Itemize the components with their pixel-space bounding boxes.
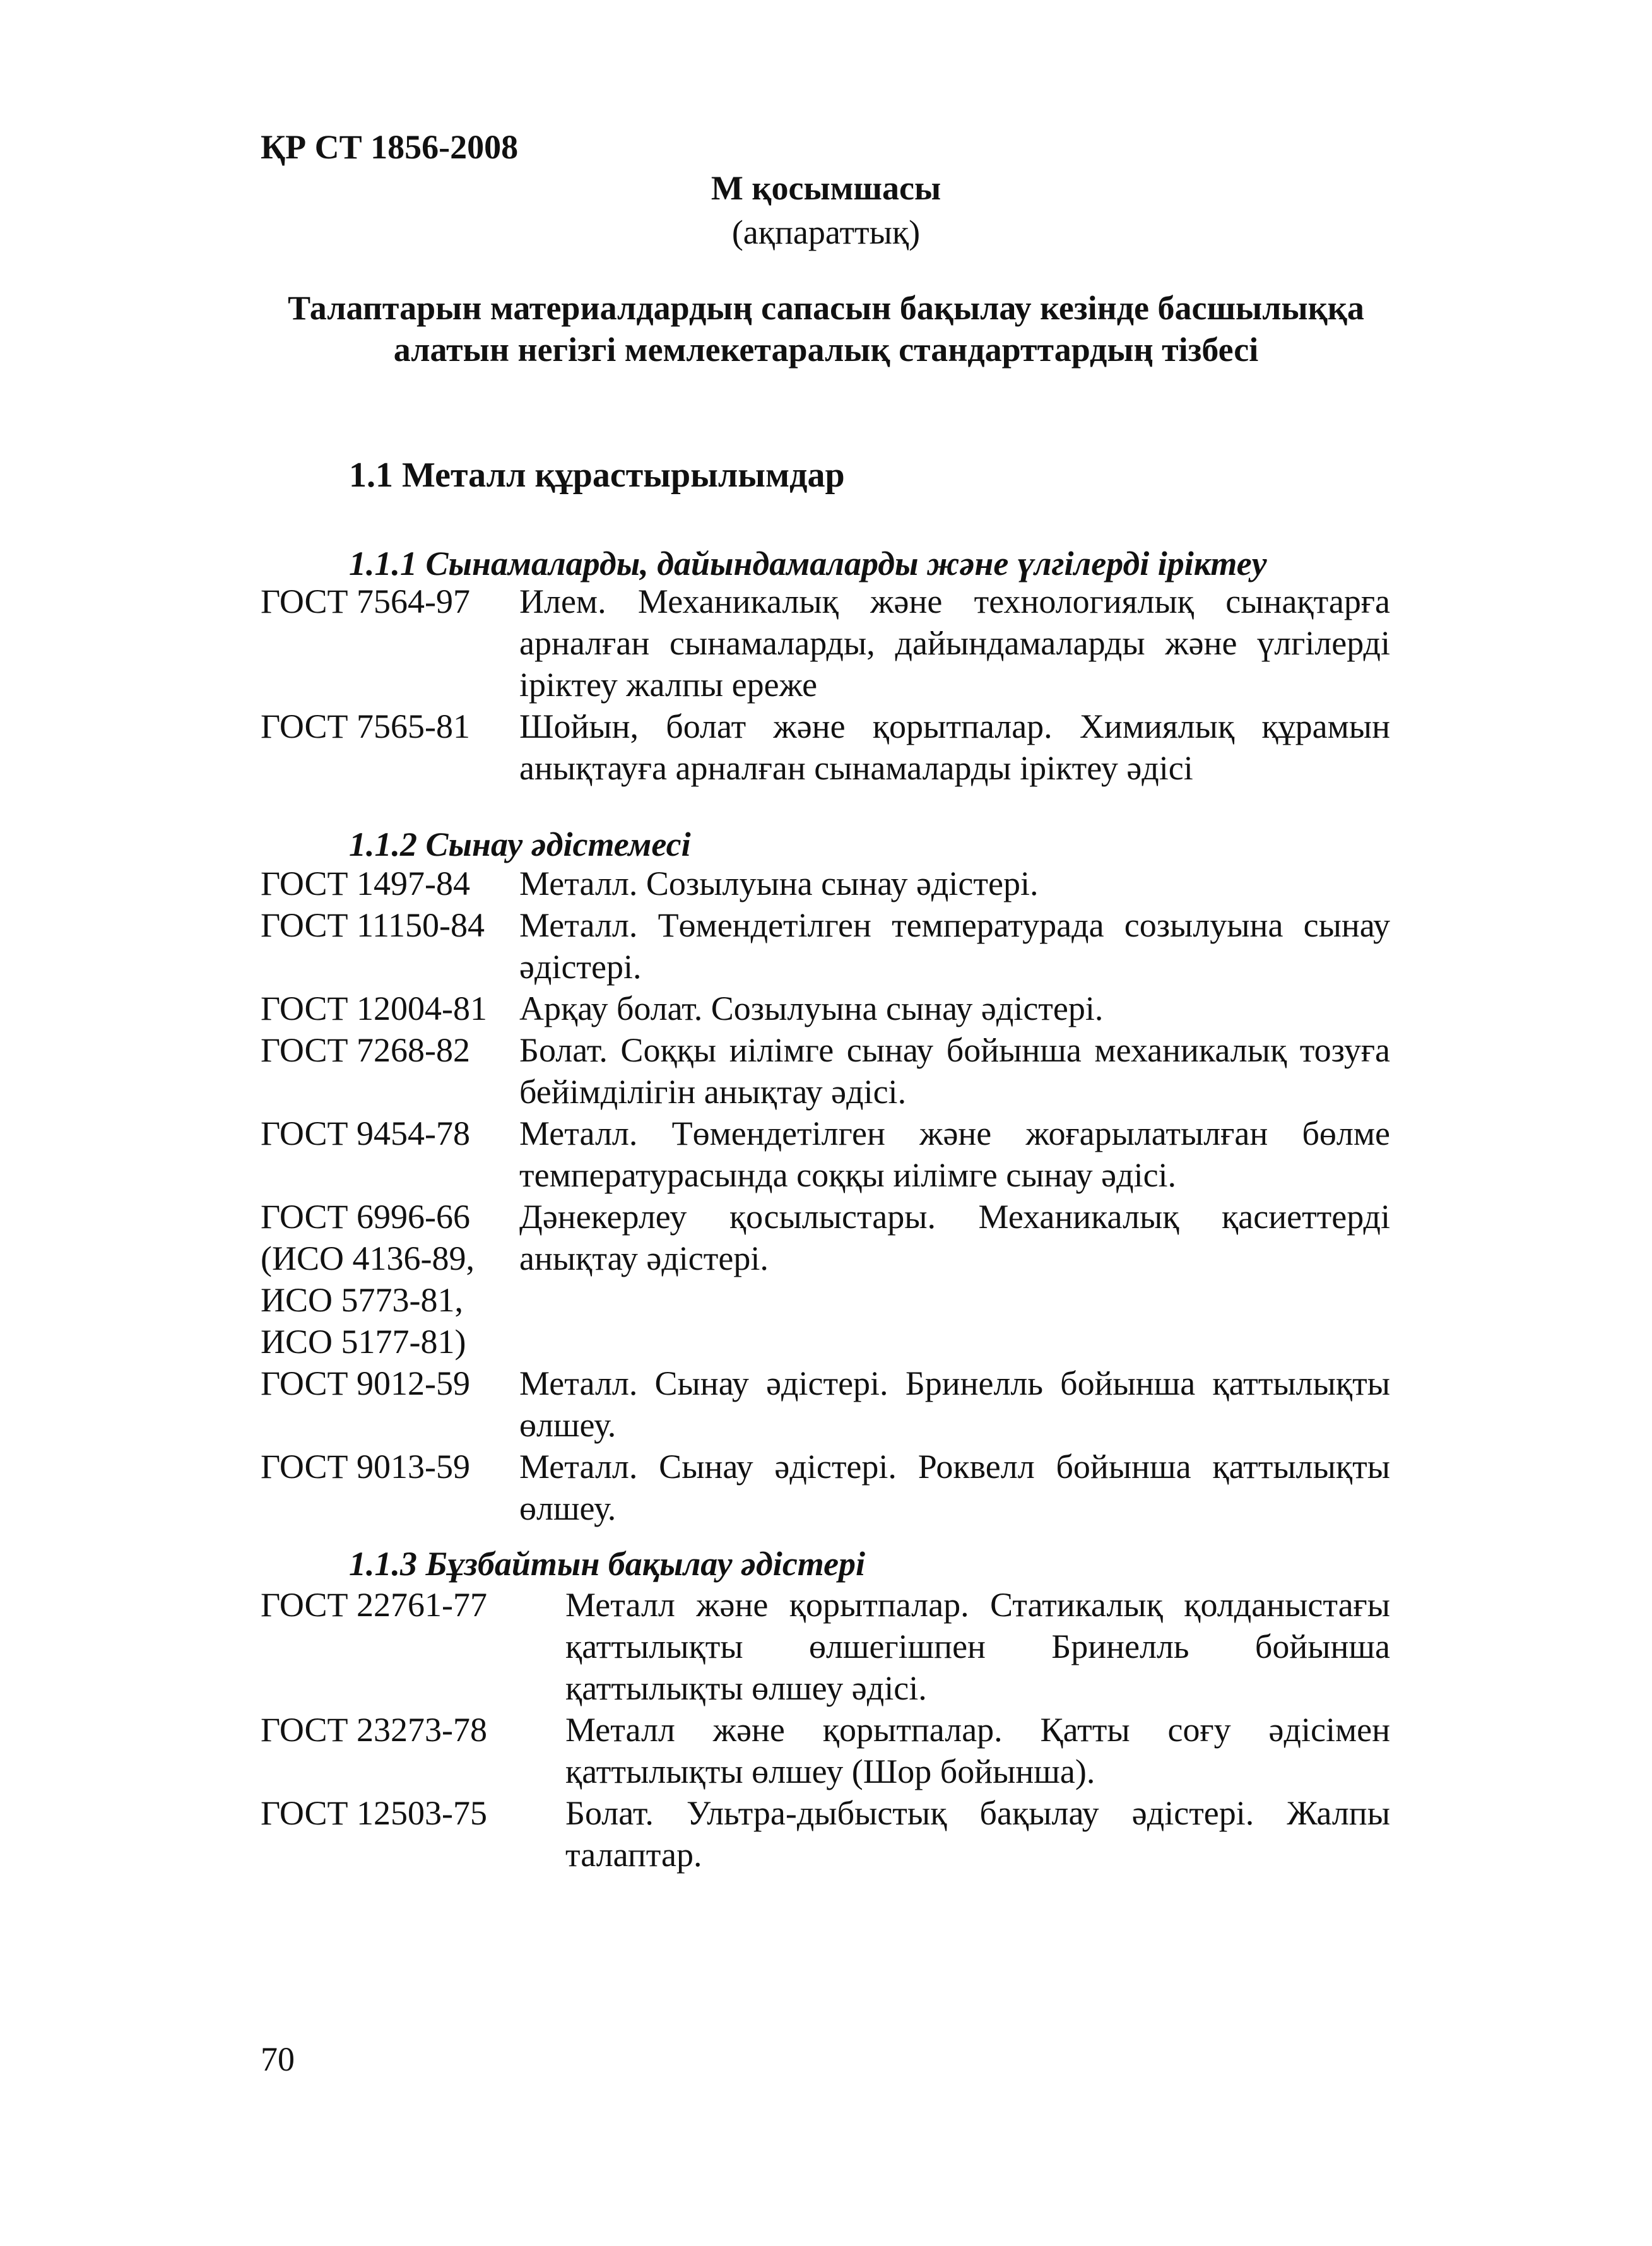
standard-code: ГОСТ 22761-77 — [261, 1586, 488, 1624]
standard-code: ГОСТ 12503-75 — [261, 1794, 488, 1832]
list-item — [261, 1196, 1390, 1362]
main-title — [0, 287, 1652, 370]
standard-code: ГОСТ 9013-59 — [261, 1448, 471, 1486]
standard-code: ГОСТ 6996-66 (ИСО 4136-89, ИСО 5773-81, ИСО 5177-81) — [261, 1198, 475, 1361]
subsection-heading-1-1-3: 1.1.3 Бұзбайтын бақылау әдістері — [349, 1545, 866, 1583]
standard-code: ГОСТ 7268-82 — [261, 1031, 471, 1069]
list-item — [261, 1584, 1390, 1709]
standard-code: ГОСТ 12004-81 — [261, 990, 488, 1027]
standard-description: Металл. Созылуына сынау әдістері. — [519, 865, 1039, 902]
list-item — [261, 1362, 1390, 1446]
list-item — [261, 863, 1390, 904]
standard-description: Металл және қорытпалар. Қатты соғу әдісімен қаттылықты өлшеу (Шор бойынша). — [565, 1711, 1390, 1790]
main-title-line-1: Талаптарын материалдардың сапасын бақылау кезінде басшылыққа — [288, 289, 1364, 327]
standard-code: ГОСТ 1497-84 — [261, 865, 471, 902]
list-item — [261, 1446, 1390, 1529]
standard-description: Металл. Төмендетілген және жоғарылатылған бөлме температурасында соққы иілімге сынау әдісі. — [519, 1114, 1390, 1194]
annex-subtitle: (ақпараттық) — [731, 213, 921, 251]
list-item — [261, 988, 1390, 1029]
standard-description: Металл және қорытпалар. Статикалық қолданыстағы қаттылықты өлшегішпен Бринелль бойынша қаттылықты өлшеу әдісі. — [565, 1586, 1390, 1707]
standard-description: Болат. Соққы иілімге сынау бойынша механикалық тозуға бейімділігін анықтау әдісі. — [519, 1031, 1390, 1111]
standard-code: ГОСТ 9012-59 — [261, 1364, 471, 1402]
standards-list-1-1-2 — [261, 863, 1390, 1529]
list-item — [261, 706, 1390, 789]
list-item — [261, 1792, 1390, 1876]
section-heading: 1.1 Металл құрастырылымдар — [349, 456, 845, 495]
subsection-heading-1-1-1: 1.1.1 Сынамаларды, дайындамаларды және үлгілерді іріктеу — [349, 545, 1267, 582]
list-item — [261, 1113, 1390, 1196]
document-code: ҚР СТ 1856-2008 — [261, 128, 519, 166]
subsection-heading-1-1-2: 1.1.2 Сынау әдістемесі — [349, 825, 691, 863]
list-item — [261, 1029, 1390, 1113]
standard-code: ГОСТ 11150-84 — [261, 906, 485, 944]
standard-code: ГОСТ 7565-81 — [261, 707, 471, 745]
standard-description: Шойын, болат және қорытпалар. Химиялық құрамын анықтауға арналған сынамаларды іріктеу әдісі — [519, 707, 1390, 787]
standard-description: Металл. Сынау әдістері. Бринелль бойынша қаттылықты өлшеу. — [519, 1364, 1390, 1444]
standard-code: ГОСТ 23273-78 — [261, 1711, 488, 1749]
page-number: 70 — [261, 2040, 295, 2078]
list-item — [261, 904, 1390, 988]
annex-title: М қосымшасы — [711, 169, 941, 207]
standards-list-1-1-1 — [261, 581, 1390, 789]
standard-description: Металл. Төмендетілген температурада созылуына сынау әдістері. — [519, 906, 1390, 986]
list-item — [261, 1709, 1390, 1792]
standard-description: Дәнекерлеу қосылыстары. Механикалық қасиеттерді анықтау әдістері. — [519, 1198, 1390, 1277]
standard-code: ГОСТ 7564-97 — [261, 582, 471, 620]
main-title-line-2: алатын негізгі мемлекетаралық стандарттардың тізбесі — [393, 331, 1259, 369]
standard-code: ГОСТ 9454-78 — [261, 1114, 471, 1152]
standard-description: Арқау болат. Созылуына сынау әдістері. — [519, 990, 1104, 1027]
standard-description: Металл. Сынау әдістері. Роквелл бойынша қаттылықты өлшеу. — [519, 1448, 1390, 1527]
standards-list-1-1-3 — [261, 1584, 1390, 1876]
standard-description: Болат. Ультра-дыбыстық бақылау әдістері. Жалпы талаптар. — [565, 1794, 1390, 1874]
standard-description: Илем. Механикалық және технологиялық сынақтарға арналған сынамаларды, дайындамаларды және үлгілерді іріктеу жалпы ереже — [519, 582, 1390, 704]
list-item — [261, 581, 1390, 706]
